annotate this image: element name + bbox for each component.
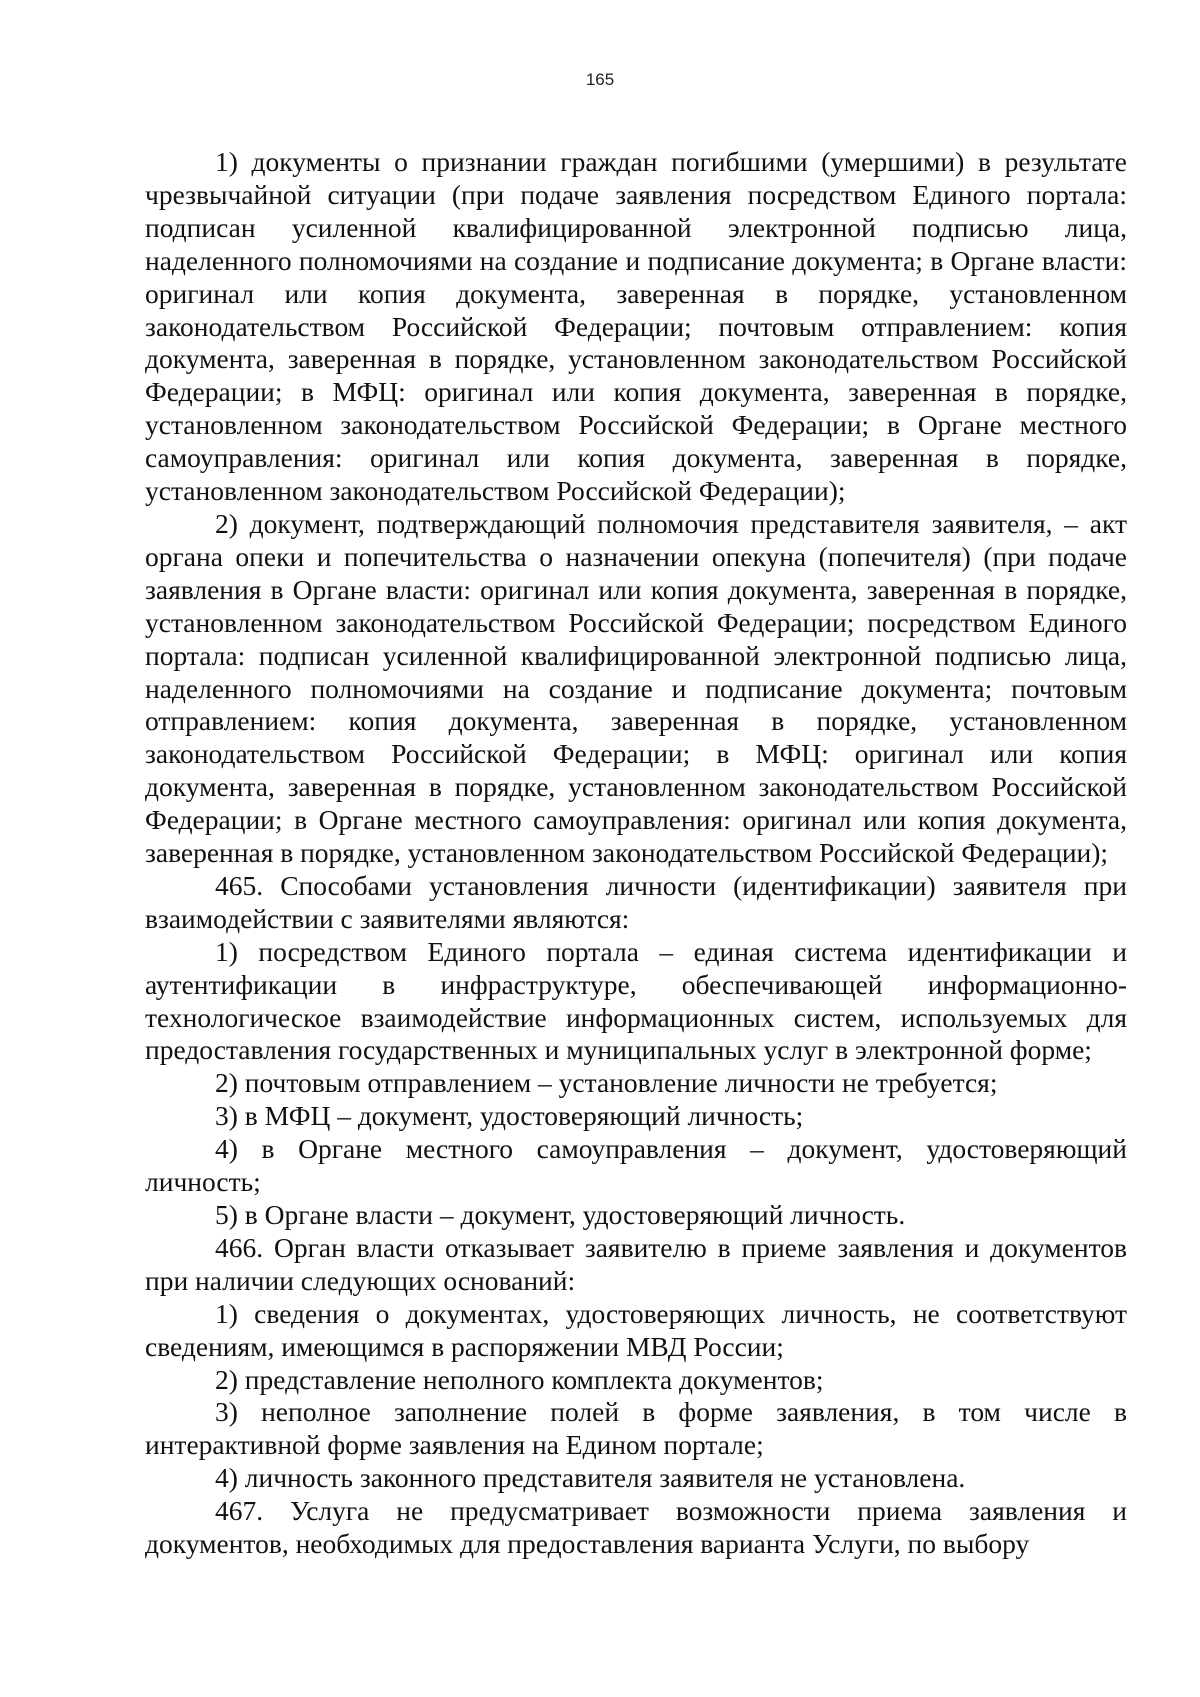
paragraph: 1) посредством Единого портала – единая система идентификации и аутентификации в инфраструктуре, обеспечивающей информационно-технологическое взаимодействие информационных систем, используемых для предоставления государственных и муниципальных услуг в электронной форме; — [145, 935, 1127, 1066]
paragraph: 466. Орган власти отказывает заявителю в приеме заявления и документов при наличии следующих оснований: — [145, 1231, 1127, 1296]
paragraph: 2) представление неполного комплекта документов; — [215, 1363, 824, 1395]
paragraph: 4) в Органе местного самоуправления – документ, удостоверяющий личность; — [145, 1133, 1127, 1198]
paragraph: 467. Услуга не предусматривает возможности приема заявления и документов, необходимых для предоставления варианта Услуги, по выбору — [145, 1495, 1127, 1560]
paragraph: 2) документ, подтверждающий полномочия представителя заявителя, – акт органа опеки и попечительства о назначении опекуна (попечителя) (при подаче заявления в Органе власти: оригинал или копия документа, заверенная в порядке, установленном законодательством Российской Федерации; посредством Единого портала: подписан усиленной квалифицированной электронной подписью лица, наделенного полномочиями на создание и подписание документа; почтовым отправлением: копия документа, заверенная в порядке, установленном законодательством Российской Федерации; в МФЦ: оригинал или копия документа, заверенная в порядке, установленном законодательством Российской Федерации; в Органе местного самоуправления: оригинал или копия документа, заверенная в порядке, установленном законодательством Российской Федерации); — [145, 507, 1127, 869]
paragraph: 3) неполное заполнение полей в форме заявления, в том числе в интерактивной форме заявления на Едином портале; — [145, 1396, 1127, 1461]
paragraph: 465. Способами установления личности (идентификации) заявителя при взаимодействии с заявителями являются: — [145, 869, 1127, 934]
document-body — [145, 146, 1127, 1561]
paragraph: 1) документы о признании граждан погибшими (умершими) в результате чрезвычайной ситуации (при подаче заявления посредством Единого портала: подписан усиленной квалифицированной электронной подписью лица, наделенного полномочиями на создание и подписание документа; в Органе власти: оригинал или копия документа, заверенная в порядке, установленном законодательством Российской Федерации; почтовым отправлением: копия документа, заверенная в порядке, установленном законодательством Российской Федерации; в МФЦ: оригинал или копия документа, заверенная в порядке, установленном законодательством Российской Федерации; в Органе местного самоуправления: оригинал или копия документа, заверенная в порядке, установленном законодательством Российской Федерации); — [145, 146, 1127, 507]
paragraph: 5) в Органе власти – документ, удостоверяющий личность. — [215, 1199, 906, 1230]
page-number: 165 — [585, 70, 615, 89]
paragraph: 2) почтовым отправлением – установление личности не требуется; — [215, 1067, 998, 1099]
paragraph: 4) личность законного представителя заявителя не установлена. — [215, 1462, 966, 1494]
paragraph: 1) сведения о документах, удостоверяющих личность, не соответствуют сведениям, имеющимся в распоряжении МВД России; — [145, 1297, 1127, 1362]
paragraph: 3) в МФЦ – документ, удостоверяющий личность; — [215, 1100, 804, 1132]
